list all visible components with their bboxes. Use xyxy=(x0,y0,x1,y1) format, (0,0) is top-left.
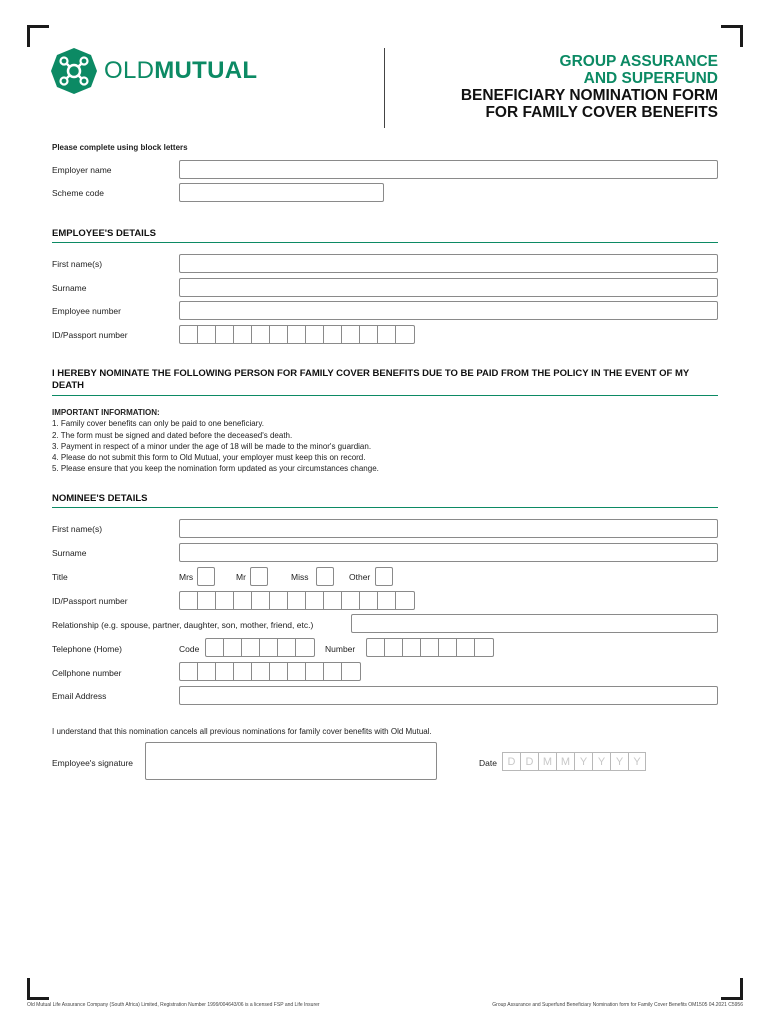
relationship-label: Relationship (e.g. spouse, partner, daughter, son, mother, friend, etc.) xyxy=(52,620,314,630)
employee-first-names-label: First name(s) xyxy=(52,259,103,269)
date-cell-day[interactable]: D xyxy=(502,752,520,771)
important-info-item: 1. Family cover benefits can only be paid to one beneficiary. xyxy=(52,419,264,429)
old-mutual-emblem-icon xyxy=(50,47,98,95)
important-info-item: 2. The form must be signed and dated before the deceased's death. xyxy=(52,430,293,440)
employee-number-label: Employee number xyxy=(52,306,121,316)
date-input[interactable] xyxy=(502,752,646,771)
important-info-heading: IMPORTANT INFORMATION: xyxy=(52,408,160,417)
crop-mark-top-left xyxy=(27,25,49,47)
employee-details-heading: EMPLOYEE'S DETAILS xyxy=(52,228,718,243)
nominee-id-input[interactable] xyxy=(179,591,415,610)
important-information xyxy=(52,407,379,475)
employee-id-label: ID/Passport number xyxy=(52,330,128,340)
date-label: Date xyxy=(479,758,497,768)
employer-name-label: Employer name xyxy=(52,165,112,175)
nominee-first-names-input[interactable] xyxy=(179,519,718,538)
important-info-item: 5. Please ensure that you keep the nomination form updated as your circumstances change. xyxy=(52,464,379,474)
cellphone-label: Cellphone number xyxy=(52,668,122,678)
nominee-title-label: Title xyxy=(52,572,68,582)
important-info-item: 4. Please do not submit this form to Old Mutual, your employer must keep this on record. xyxy=(52,453,366,463)
date-cell-month[interactable]: M xyxy=(538,752,556,771)
title-line-1: GROUP ASSURANCE xyxy=(559,53,718,70)
cellphone-input[interactable] xyxy=(179,662,361,681)
logo-wordmark xyxy=(104,57,257,85)
date-cell-year[interactable]: Y xyxy=(592,752,610,771)
title-option-mr-checkbox[interactable] xyxy=(250,567,268,586)
email-input[interactable] xyxy=(179,686,718,705)
title-option-miss-label: Miss xyxy=(291,572,309,582)
declaration-text: I understand that this nomination cancels all previous nominations for family cover benefits with Old Mutual. xyxy=(52,727,432,736)
header-divider xyxy=(384,48,385,128)
logo-word-old: OLD xyxy=(104,57,155,84)
title-line-2: AND SUPERFUND xyxy=(583,70,718,87)
telephone-code-label: Code xyxy=(179,644,200,654)
title-line-3: BENEFICIARY NOMINATION FORM xyxy=(460,87,718,104)
crop-mark-top-right xyxy=(721,25,743,47)
nominee-surname-label: Surname xyxy=(52,548,87,558)
crop-mark-bottom-left xyxy=(27,978,49,1000)
footer-company-info: Old Mutual Life Assurance Company (South Africa) Limited, Registration Number 1999/004643/06 is a licensed FSP and Life Insurer xyxy=(27,1002,320,1008)
old-mutual-logo xyxy=(50,47,257,95)
title-option-miss-checkbox[interactable] xyxy=(316,567,334,586)
employer-name-input[interactable] xyxy=(179,160,718,179)
date-cell-month[interactable]: M xyxy=(556,752,574,771)
date-cell-year[interactable]: Y xyxy=(610,752,628,771)
employee-first-names-input[interactable] xyxy=(179,254,718,273)
title-option-other-label: Other xyxy=(349,572,371,582)
nominee-details-heading: NOMINEE'S DETAILS xyxy=(52,493,718,508)
logo-word-mutual: MUTUAL xyxy=(154,57,258,84)
employee-signature-field[interactable] xyxy=(145,742,437,780)
employee-signature-label: Employee's signature xyxy=(52,758,133,768)
title-option-other-checkbox[interactable] xyxy=(375,567,393,586)
telephone-number-label: Number xyxy=(325,644,356,654)
crop-mark-bottom-right xyxy=(721,978,743,1000)
scheme-code-label: Scheme code xyxy=(52,188,104,198)
important-info-item: 3. Payment in respect of a minor under the age of 18 will be made to the minor's guardian. xyxy=(52,441,372,451)
title-option-mr-label: Mr xyxy=(236,572,246,582)
employee-number-input[interactable] xyxy=(179,301,718,320)
date-cell-year[interactable]: Y xyxy=(574,752,592,771)
title-line-4: FOR FAMILY COVER BENEFITS xyxy=(485,104,718,121)
date-cell-day[interactable]: D xyxy=(520,752,538,771)
title-option-mrs-checkbox[interactable] xyxy=(197,567,215,586)
employee-id-input[interactable] xyxy=(179,325,415,344)
telephone-home-label: Telephone (Home) xyxy=(52,644,122,654)
title-option-mrs-label: Mrs xyxy=(179,572,194,582)
date-cell-year[interactable]: Y xyxy=(628,752,646,771)
form-title xyxy=(461,53,718,121)
nominee-id-label: ID/Passport number xyxy=(52,596,128,606)
employee-surname-label: Surname xyxy=(52,283,87,293)
employee-surname-input[interactable] xyxy=(179,278,718,297)
relationship-input[interactable] xyxy=(351,614,718,633)
nominee-first-names-label: First name(s) xyxy=(52,524,103,534)
email-label: Email Address xyxy=(52,691,107,701)
telephone-code-input[interactable] xyxy=(205,638,315,657)
scheme-code-input[interactable] xyxy=(179,183,384,202)
nominate-heading: I HEREBY NOMINATE THE FOLLOWING PERSON FOR FAMILY COVER BENEFITS DUE TO BE PAID FROM THE POLICY IN THE EVENT OF MY DEATH xyxy=(52,368,718,396)
footer-form-reference: Group Assurance and Superfund Beneficiary Nomination form for Family Cover Benefits OM1505 04.2021 C5956 xyxy=(492,1002,743,1008)
telephone-number-input[interactable] xyxy=(366,638,494,657)
intro-instruction: Please complete using block letters xyxy=(52,143,188,152)
nominee-surname-input[interactable] xyxy=(179,543,718,562)
